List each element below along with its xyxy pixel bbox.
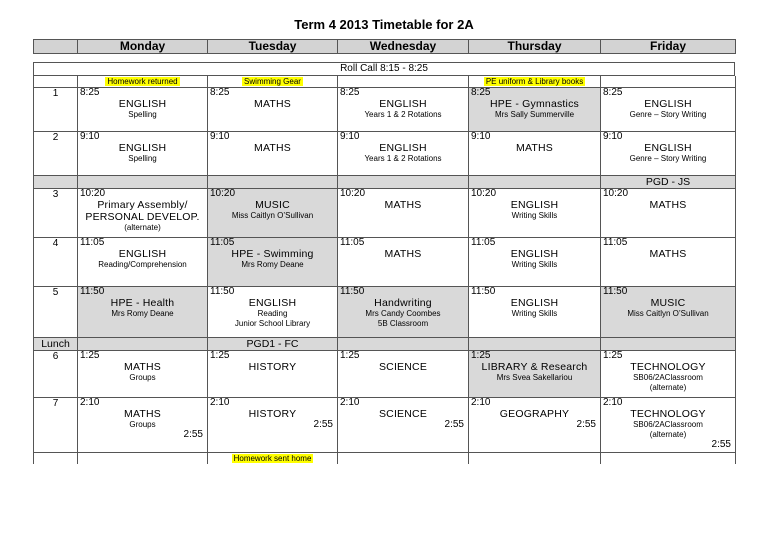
break-cell bbox=[469, 176, 601, 189]
lesson-detail: Years 1 & 2 Rotations bbox=[364, 110, 442, 119]
lesson-cell bbox=[601, 189, 736, 238]
lesson-detail: Mrs Romy Deane bbox=[241, 260, 304, 269]
lesson-subject: HISTORY bbox=[248, 361, 297, 373]
period-number: 5 bbox=[34, 287, 78, 338]
lesson-subject: LIBRARY & Research bbox=[481, 361, 588, 373]
lesson-time: 11:05 bbox=[210, 237, 235, 248]
lesson-cell bbox=[601, 287, 736, 338]
break-cell: PGD1 - FC bbox=[208, 338, 338, 351]
highlight-note: PE uniform & Library books bbox=[485, 77, 584, 86]
lesson-subject: MATHS bbox=[516, 142, 553, 154]
lesson-time: 8:25 bbox=[471, 87, 491, 98]
break-cell bbox=[78, 338, 208, 351]
lesson-subject: PERSONAL DEVELOP. bbox=[85, 211, 200, 223]
lesson-time: 8:25 bbox=[80, 87, 100, 98]
lesson-detail: Mrs Sally Summerville bbox=[494, 110, 575, 119]
lesson-detail: Writing Skills bbox=[511, 260, 558, 269]
day-header: Monday bbox=[78, 40, 208, 54]
day-header: Tuesday bbox=[208, 40, 338, 54]
break-cell bbox=[208, 176, 338, 189]
note-cell bbox=[338, 453, 469, 465]
lesson-cell bbox=[338, 351, 469, 398]
lesson-time: 9:10 bbox=[340, 131, 360, 142]
lesson-cell bbox=[78, 132, 208, 176]
day-header: Friday bbox=[601, 40, 736, 54]
lesson-time: 11:05 bbox=[603, 237, 628, 248]
lesson-detail: Mrs Svea Sakellariou bbox=[496, 373, 573, 382]
corner-cell bbox=[34, 40, 78, 54]
lesson-cell bbox=[601, 238, 736, 287]
lesson-cell bbox=[469, 132, 601, 176]
lesson-cell bbox=[208, 351, 338, 398]
lesson-time: 11:05 bbox=[340, 237, 365, 248]
lesson-time: 1:25 bbox=[80, 350, 100, 361]
lesson-detail: (alternate) bbox=[649, 430, 687, 439]
lesson-time: 2:10 bbox=[603, 397, 623, 408]
period-row bbox=[34, 287, 736, 338]
lesson-time: 1:25 bbox=[471, 350, 491, 361]
lesson-subject: MATHS bbox=[384, 199, 422, 211]
lesson-detail: Groups bbox=[129, 373, 156, 382]
note-cell bbox=[208, 453, 338, 465]
lesson-subject: ENGLISH bbox=[118, 142, 167, 154]
period-row bbox=[34, 88, 736, 132]
lesson-cell bbox=[208, 238, 338, 287]
note-cell bbox=[78, 76, 208, 88]
lesson-detail: Spelling bbox=[128, 154, 157, 163]
lesson-cell bbox=[78, 88, 208, 132]
lesson-time: 11:05 bbox=[471, 237, 496, 248]
lesson-subject: HISTORY bbox=[248, 408, 297, 420]
lesson-subject: TECHNOLOGY bbox=[630, 361, 706, 373]
lesson-cell bbox=[208, 88, 338, 132]
lesson-subject: ENGLISH bbox=[510, 248, 559, 260]
period-number: 7 bbox=[34, 398, 78, 453]
lesson-time: 2:10 bbox=[210, 397, 230, 408]
lesson-time: 9:10 bbox=[80, 131, 100, 142]
day-header-row bbox=[33, 39, 736, 54]
lesson-time: 2:10 bbox=[471, 397, 491, 408]
note-cell bbox=[601, 76, 736, 88]
lesson-cell bbox=[78, 238, 208, 287]
period-number: 1 bbox=[34, 88, 78, 132]
lesson-detail: SB06/2AClassroom bbox=[633, 420, 703, 429]
period-row bbox=[34, 189, 736, 238]
lesson-detail: Miss Caitlyn O’Sullivan bbox=[627, 309, 709, 318]
lesson-subject: ENGLISH bbox=[118, 98, 167, 110]
lesson-subject: MATHS bbox=[254, 98, 291, 110]
note-cell bbox=[78, 453, 208, 465]
lesson-subject: MUSIC bbox=[650, 297, 686, 309]
lesson-cell bbox=[208, 132, 338, 176]
lesson-end-time: 2:55 bbox=[711, 439, 731, 450]
lesson-subject: ENGLISH bbox=[644, 98, 692, 110]
lesson-detail: (alternate) bbox=[649, 383, 687, 392]
lesson-detail: SB06/2AClassroom bbox=[633, 373, 703, 382]
lesson-cell bbox=[208, 398, 338, 453]
break-label bbox=[34, 176, 78, 189]
break-cell bbox=[338, 176, 469, 189]
highlight-note: Homework sent home bbox=[233, 454, 312, 463]
lesson-cell bbox=[338, 189, 469, 238]
highlight-note: Swimming Gear bbox=[244, 77, 301, 86]
lesson-time: 10:20 bbox=[80, 188, 106, 199]
lesson-subject: MATHS bbox=[384, 248, 422, 260]
note-cell bbox=[338, 76, 469, 88]
lesson-time: 10:20 bbox=[471, 188, 497, 199]
lesson-subject: MUSIC bbox=[255, 199, 290, 211]
lesson-time: 10:20 bbox=[603, 188, 629, 199]
lesson-detail: Genre – Story Writing bbox=[629, 110, 707, 119]
break-cell bbox=[338, 338, 469, 351]
note-cell bbox=[601, 453, 736, 465]
lesson-cell bbox=[601, 132, 736, 176]
lesson-time: 10:20 bbox=[340, 188, 366, 199]
day-header: Thursday bbox=[469, 40, 601, 54]
lesson-time: 11:50 bbox=[80, 286, 105, 297]
lesson-cell bbox=[338, 132, 469, 176]
lesson-detail: Writing Skills bbox=[511, 309, 558, 318]
period-number: 6 bbox=[34, 351, 78, 398]
note-row bbox=[34, 76, 736, 88]
lesson-time: 11:05 bbox=[80, 237, 105, 248]
lesson-detail: Genre – Story Writing bbox=[629, 154, 707, 163]
lesson-subject: ENGLISH bbox=[118, 248, 167, 260]
note-cell bbox=[34, 76, 78, 88]
break-label: Lunch bbox=[34, 338, 78, 351]
lesson-end-time: 2:55 bbox=[313, 419, 333, 430]
lesson-time: 10:20 bbox=[210, 188, 236, 199]
lesson-subject: MATHS bbox=[124, 408, 161, 420]
period-row bbox=[34, 238, 736, 287]
lesson-time: 11:50 bbox=[340, 286, 365, 297]
note-cell bbox=[208, 76, 338, 88]
lesson-cell bbox=[601, 398, 736, 453]
lesson-end-time: 2:55 bbox=[183, 429, 203, 440]
lesson-subject: MATHS bbox=[649, 248, 687, 260]
lesson-time: 8:25 bbox=[340, 87, 360, 98]
lesson-cell bbox=[601, 88, 736, 132]
note-row bbox=[34, 453, 736, 465]
lesson-detail: Junior School Library bbox=[234, 319, 311, 328]
break-row bbox=[34, 176, 736, 189]
lesson-subject: ENGLISH bbox=[644, 142, 692, 154]
lesson-detail: Reading/Comprehension bbox=[98, 260, 187, 269]
roll-call-row bbox=[33, 62, 735, 76]
lesson-subject: ENGLISH bbox=[248, 297, 297, 309]
period-number: 4 bbox=[34, 238, 78, 287]
lesson-subject: SCIENCE bbox=[378, 361, 428, 373]
period-row bbox=[34, 132, 736, 176]
lesson-cell bbox=[338, 238, 469, 287]
note-cell bbox=[34, 453, 78, 465]
lesson-time: 11:50 bbox=[471, 286, 496, 297]
lesson-detail: Reading bbox=[257, 309, 288, 318]
lesson-subject: Primary Assembly/ bbox=[97, 199, 188, 211]
lesson-detail: Mrs Candy Coombes bbox=[365, 309, 441, 318]
period-number: 2 bbox=[34, 132, 78, 176]
lesson-cell bbox=[208, 189, 338, 238]
lesson-detail: Miss Caitlyn O’Sullivan bbox=[231, 211, 314, 220]
break-row bbox=[34, 338, 736, 351]
lesson-time: 1:25 bbox=[340, 350, 360, 361]
lesson-time: 2:10 bbox=[340, 397, 360, 408]
lesson-subject: Handwriting bbox=[374, 297, 432, 309]
lesson-time: 8:25 bbox=[603, 87, 623, 98]
lesson-subject: ENGLISH bbox=[510, 199, 559, 211]
lesson-detail: (alternate) bbox=[124, 223, 161, 232]
lesson-time: 2:10 bbox=[80, 397, 100, 408]
lesson-cell bbox=[338, 88, 469, 132]
day-header: Wednesday bbox=[338, 40, 469, 54]
lesson-end-time: 2:55 bbox=[576, 419, 596, 430]
note-cell bbox=[469, 76, 601, 88]
lesson-time: 9:10 bbox=[210, 131, 230, 142]
lesson-cell bbox=[601, 351, 736, 398]
lesson-subject: SCIENCE bbox=[378, 408, 428, 420]
period-row bbox=[34, 398, 736, 453]
break-cell: PGD - JS bbox=[601, 176, 736, 189]
lesson-time: 1:25 bbox=[210, 350, 230, 361]
lesson-subject: MATHS bbox=[124, 361, 161, 373]
lesson-cell bbox=[78, 287, 208, 338]
period-row bbox=[34, 351, 736, 398]
timetable bbox=[33, 76, 736, 464]
period-number: 3 bbox=[34, 189, 78, 238]
lesson-subject: MATHS bbox=[254, 142, 291, 154]
note-cell bbox=[469, 453, 601, 465]
lesson-detail: 5B Classroom bbox=[377, 319, 429, 328]
break-cell bbox=[601, 338, 736, 351]
lesson-cell bbox=[338, 398, 469, 453]
lesson-time: 1:25 bbox=[603, 350, 623, 361]
lesson-detail: Years 1 & 2 Rotations bbox=[364, 154, 442, 163]
lesson-subject: ENGLISH bbox=[379, 142, 427, 154]
lesson-detail: Mrs Romy Deane bbox=[111, 309, 174, 318]
lesson-time: 11:50 bbox=[210, 286, 235, 297]
lesson-cell bbox=[469, 398, 601, 453]
break-cell bbox=[78, 176, 208, 189]
lesson-subject: GEOGRAPHY bbox=[499, 408, 570, 420]
lesson-time: 8:25 bbox=[210, 87, 230, 98]
lesson-subject: ENGLISH bbox=[510, 297, 559, 309]
lesson-subject: HPE - Gymnastics bbox=[490, 98, 579, 110]
lesson-cell bbox=[469, 238, 601, 287]
break-cell bbox=[469, 338, 601, 351]
lesson-detail: Writing Skills bbox=[511, 211, 558, 220]
lesson-cell bbox=[469, 287, 601, 338]
lesson-time: 9:10 bbox=[471, 131, 491, 142]
lesson-cell bbox=[208, 287, 338, 338]
lesson-detail: Spelling bbox=[128, 110, 157, 119]
lesson-cell bbox=[338, 287, 469, 338]
lesson-end-time: 2:55 bbox=[444, 419, 464, 430]
lesson-time: 9:10 bbox=[603, 131, 623, 142]
page-title: Term 4 2013 Timetable for 2A bbox=[294, 17, 474, 32]
roll-call: Roll Call 8:15 - 8:25 bbox=[34, 63, 735, 76]
lesson-time: 11:50 bbox=[603, 286, 628, 297]
lesson-cell bbox=[469, 351, 601, 398]
lesson-cell bbox=[78, 398, 208, 453]
lesson-cell bbox=[78, 351, 208, 398]
lesson-subject: TECHNOLOGY bbox=[630, 408, 706, 420]
lesson-cell bbox=[469, 88, 601, 132]
highlight-note: Homework returned bbox=[107, 77, 178, 86]
lesson-cell bbox=[78, 189, 208, 238]
lesson-subject: MATHS bbox=[649, 199, 687, 211]
lesson-subject: ENGLISH bbox=[379, 98, 427, 110]
lesson-detail: Groups bbox=[129, 420, 156, 429]
lesson-subject: HPE - Swimming bbox=[231, 248, 314, 260]
lesson-cell bbox=[469, 189, 601, 238]
lesson-subject: HPE - Health bbox=[110, 297, 175, 309]
